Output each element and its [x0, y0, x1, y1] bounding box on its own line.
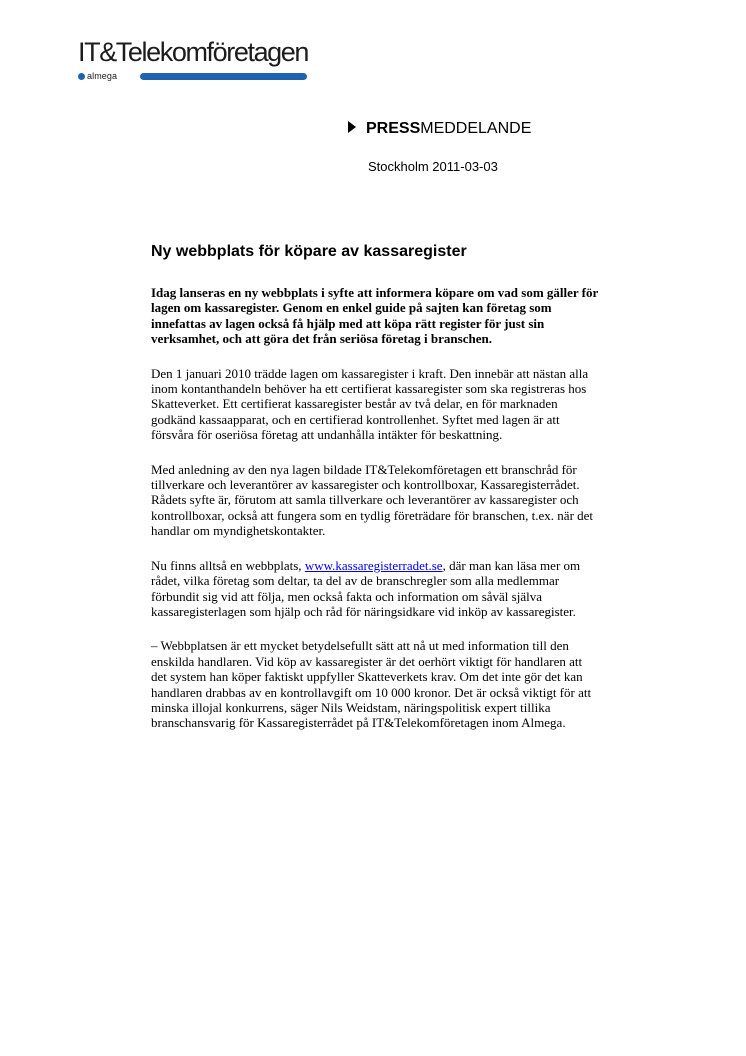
article-paragraph-1: Den 1 januari 2010 trädde lagen om kassaregister i kraft. Den innebär att nästan alla inom kontanthandeln behöver ha ett certifierat kassaregister som ska registreras hos Skatteverket. Ett certifierat kassaregister består av två delar, en för marknaden godkänd kassaapparat, och en certifierad kontrollenhet. Syftet med lagen är att försvåra för oseriösa företag att undanhålla intäkter för beskattning. [151, 365, 589, 443]
article-headline: Ny webbplats för köpare av kassaregister [151, 243, 467, 260]
triangle-right-icon [348, 121, 356, 133]
article [151, 242, 599, 750]
company-logo [78, 36, 308, 86]
website-link[interactable]: www.kassaregisterradet.se [304, 557, 443, 573]
article-paragraph-2: Med anledning av den nya lagen bildade IT&Telekomföretagen ett branschråd för tillverkare och leverantörer av kassaregister och kontrollboxar, Kassaregisterrådet. Rådets syfte är, förutom att samla tillverkare och leverantörer av kassaregister och kontrollboxar, också att fungera som en tydlig företrädare för branschen, t.ex. när det handlar om myndighetskontakter. [151, 461, 594, 539]
article-lead: Idag lanseras en ny webbplats i syfte att informera köpare om vad som gäller för lagen om kassaregister. Genom en enkel guide på sajten kan företag som innefattas av lagen också få hjälp med att köpa rätt register för just sin verksamhet, och att göra det från seriösa företag i branschen. [151, 285, 599, 347]
logo-bar-icon [140, 73, 307, 80]
paragraph-3-text-after: , där man kan läsa mer om rådet, vilka företag som deltar, ta del av de branschregler som alla medlemmar förbundit sig vid att följa, men också fakta och information om såväl själva kassaregisterlagen som hjälp och råd för näringsidkare vid inköp av kassaregister. [151, 557, 581, 619]
logo-subline [78, 72, 308, 81]
press-title-rest: MEDDELANDE [420, 120, 532, 137]
press-release-header [348, 119, 531, 139]
logo-subtext: almega [87, 71, 118, 81]
dateline: Stockholm 2011-03-03 [368, 159, 498, 174]
logo-wordmark: IT&Telekomföretagen [78, 37, 309, 67]
press-title-bold: PRESS [366, 120, 421, 137]
article-paragraph-4: – Webbplatsen är ett mycket betydelsefullt sätt att nå ut med information till den enskilda handlaren. Vid köp av kassaregister är det oerhört viktigt för handlaren att det system han köper faktiskt uppfyller Skatteverkets krav. Om det inte gör det kan handlaren drabbas av en kontrollavgift om 10 000 kronor. Det är också viktigt för att minska illojal konkurrens, säger Nils Weidstam, näringspolitisk expert tillika branschansvarig för Kassaregisterrådet på IT&Telekomföretagen inom Almega. [151, 638, 592, 731]
article-paragraph-3 [151, 558, 599, 620]
logo-dot-icon [78, 73, 85, 80]
paragraph-3-text-before: Nu finns alltså en webbplats, [151, 557, 305, 573]
